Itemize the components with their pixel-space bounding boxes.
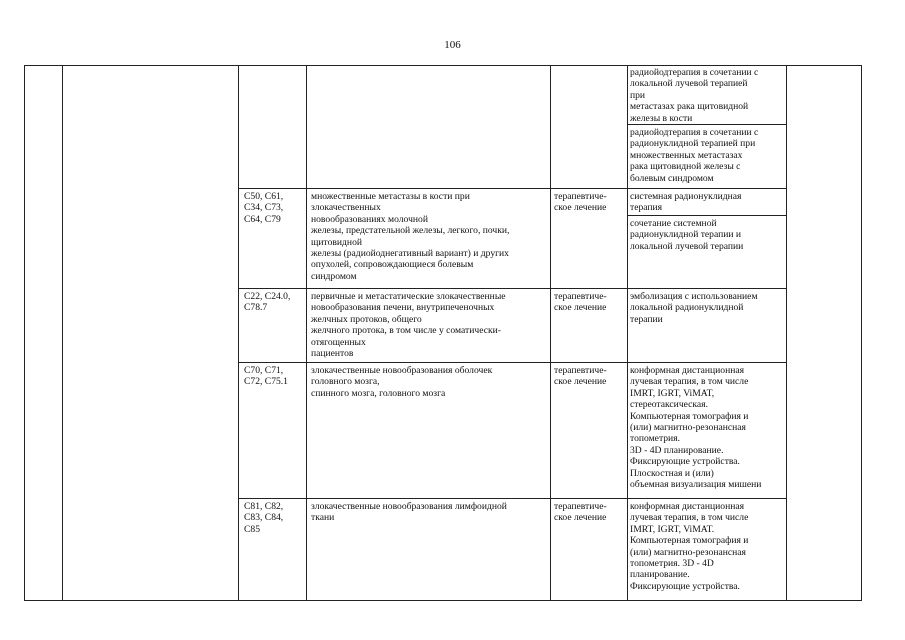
method-cell: конформная дистанционная лучевая терапия, в том числе IMRT, IGRT, ViMAT, стереотаксическая. Компьютерная томография и (или) магнитно-резонансная топометрия. 3D - 4D планирование. Фиксирующие устройства. Плоскостная и (или) объемная визуализация мишени xyxy=(630,365,762,491)
diagnosis-description-cell: первичные и метастатические злокачественные новообразования печени, внутрипеченочных желчных протоков, общего желчного протока, в том числе у соматически- отягощенных пациентов xyxy=(311,291,506,360)
method-cell: эмболизация с использованием локальной радионуклидной терапии xyxy=(630,291,758,325)
method-divider xyxy=(627,124,786,125)
row-divider xyxy=(238,188,786,189)
medical-services-table xyxy=(24,65,862,601)
diagnosis-description-cell: злокачественные новообразования лимфоидной ткани xyxy=(311,501,507,524)
method-cell: сочетание системной радионуклидной терапии и локальной лучевой терапии xyxy=(630,218,744,252)
column-rule xyxy=(550,65,551,601)
table-border-left xyxy=(24,65,25,601)
diagnosis-codes-cell: C81, C82, C83, C84, C85 xyxy=(244,501,284,535)
table-border-right xyxy=(861,65,862,601)
column-rule xyxy=(238,65,239,601)
diagnosis-description-cell: злокачественные новообразования оболочек головного мозга, спинного мозга, головного мозга xyxy=(311,365,493,399)
table-border-bottom xyxy=(24,600,862,601)
treatment-type-cell: терапевтиче- ское лечение xyxy=(554,191,607,214)
treatment-type-cell: терапевтиче- ское лечение xyxy=(554,501,607,524)
method-divider xyxy=(627,215,786,216)
row-divider xyxy=(238,498,786,499)
treatment-type-cell: терапевтиче- ское лечение xyxy=(554,291,607,314)
treatment-type-cell: терапевтиче- ское лечение xyxy=(554,365,607,388)
table-border-top xyxy=(24,65,862,66)
diagnosis-description-cell: множественные метастазы в кости при злокачественных новообразованиях молочной железы, предстательной железы, легкого, почки, щитовидной железы (радиойоднегативный вариант) и других опухолей, сопровождающиеся болевым синдромом xyxy=(311,191,510,282)
diagnosis-codes-cell: C50, C61, C34, C73, C64, C79 xyxy=(244,191,284,225)
column-rule xyxy=(306,65,307,601)
method-cell: системная радионуклидная терапия xyxy=(630,191,742,214)
diagnosis-codes-cell: C22, C24.0, C78.7 xyxy=(244,291,291,314)
method-cell: конформная дистанционная лучевая терапия, в том числе IMRT, IGRT, ViMAT. Компьютерная томография и (или) магнитно-резонансная топометрия. 3D - 4D планирование. Фиксирующие устройства. xyxy=(630,501,749,592)
column-rule xyxy=(62,65,63,601)
page-number: 106 xyxy=(444,39,461,51)
column-rule xyxy=(627,65,628,601)
row-divider xyxy=(238,362,786,363)
row-divider xyxy=(238,288,786,289)
method-cell: радиойодтерапия в сочетании с локальной лучевой терапией при метастазах рака щитовидной железы в кости xyxy=(630,67,759,124)
method-cell: радиойодтерапия в сочетании с радионуклидной терапией при множественных метастазах рака щитовидной железы с болевым синдромом xyxy=(630,127,759,184)
diagnosis-codes-cell: C70, C71, C72, C75.1 xyxy=(244,365,288,388)
